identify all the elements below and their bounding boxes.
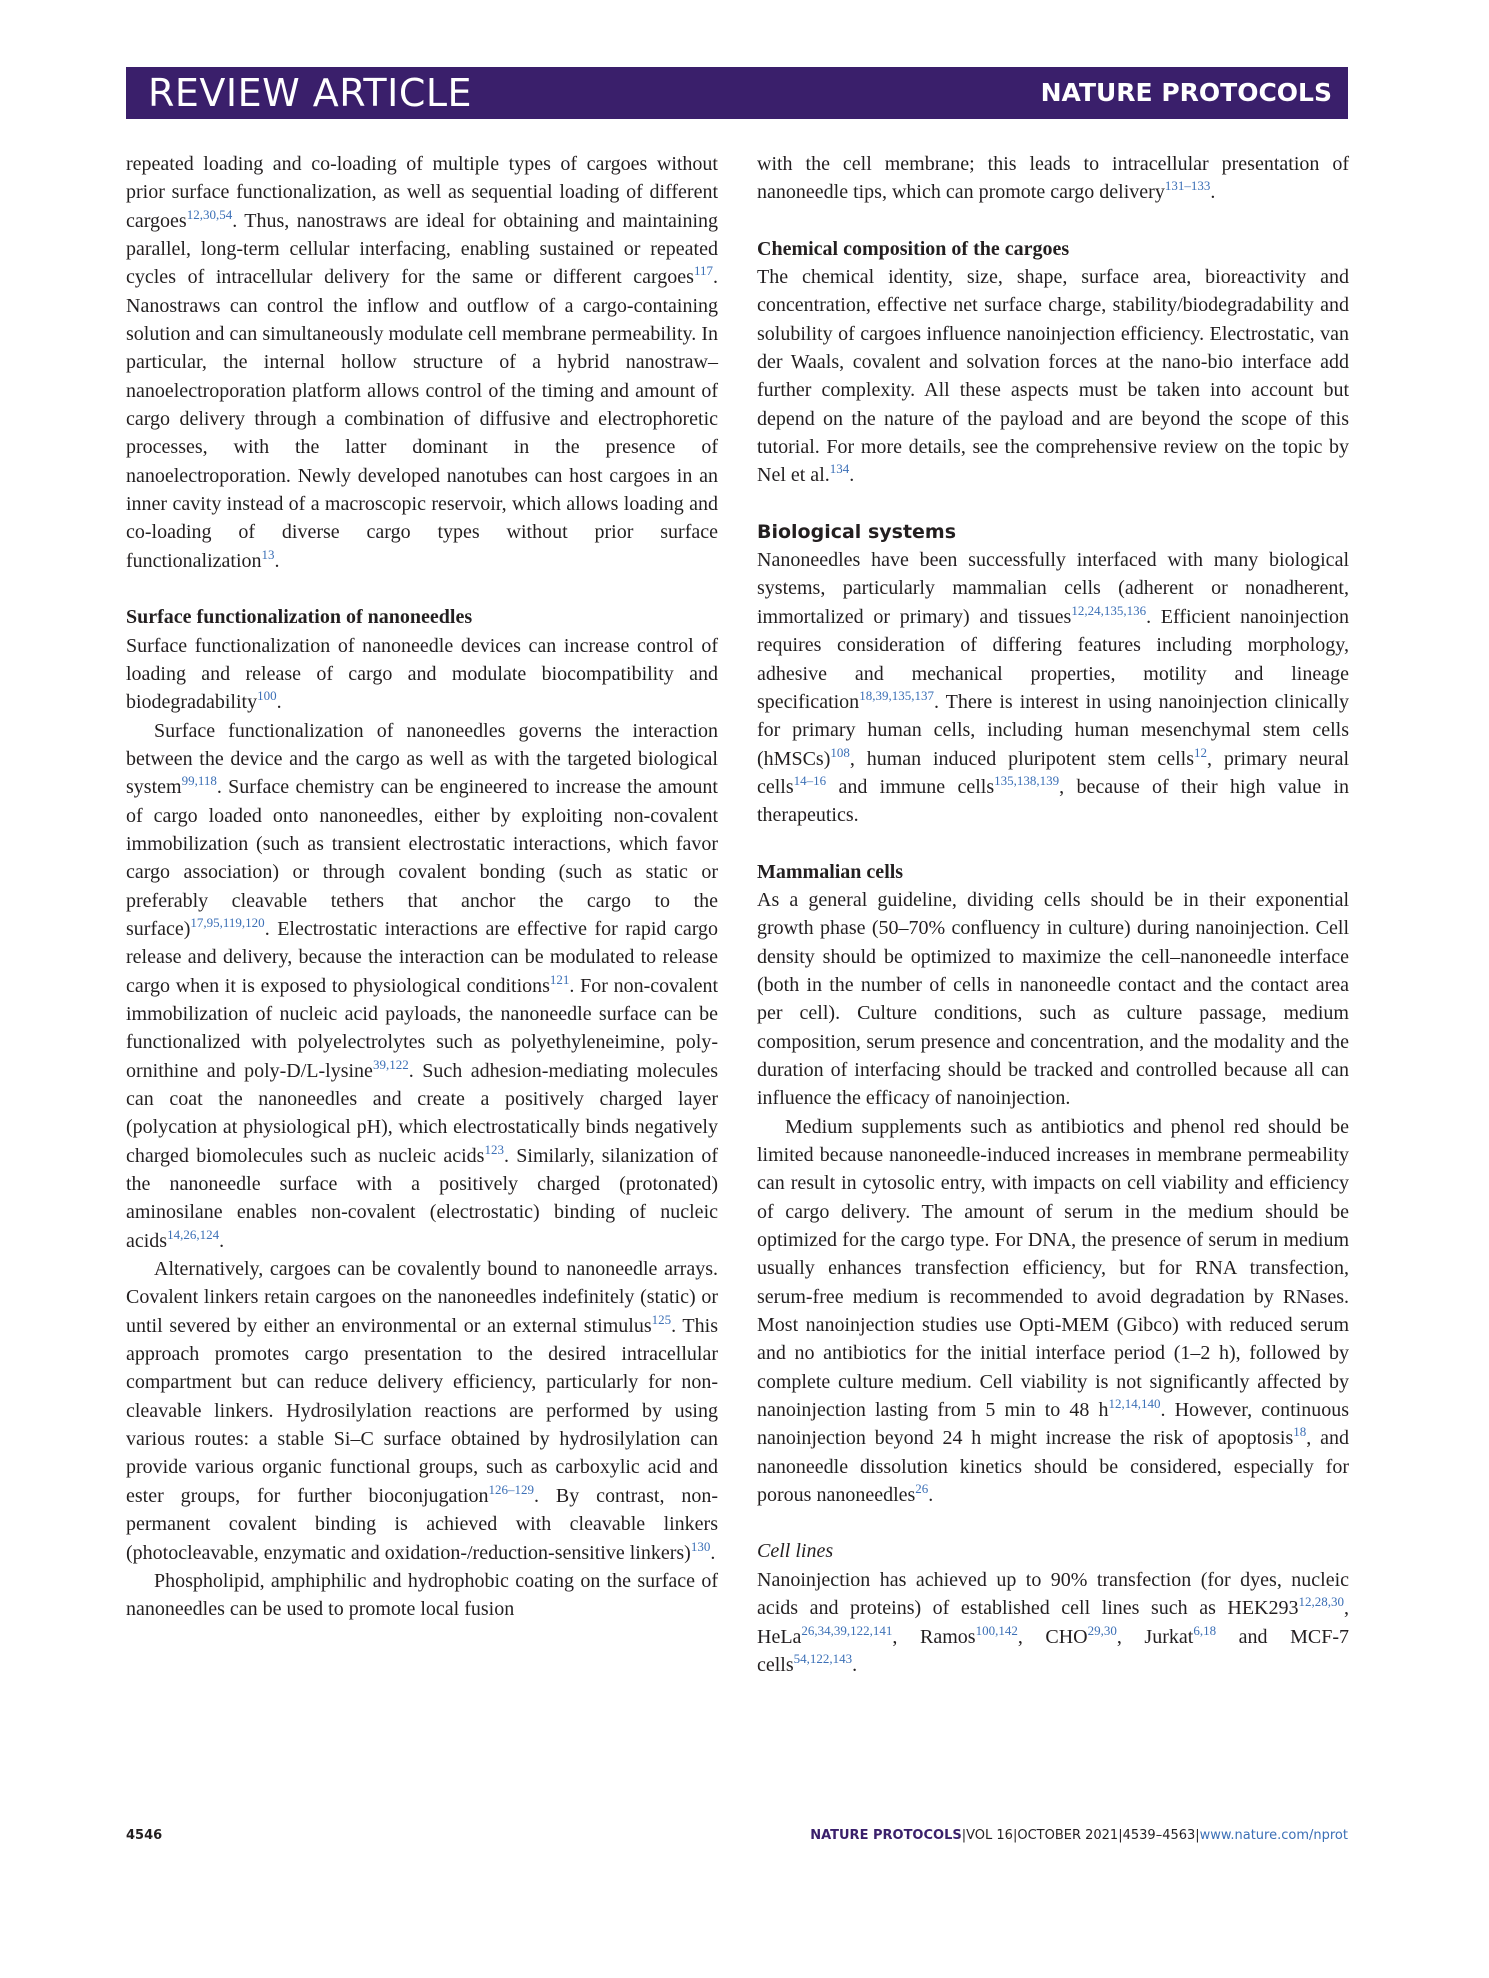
text-run: Phospholipid, amphiphilic and hydrophobic coating on the surface of nanoneedles can be used to promote local fusion	[126, 1569, 718, 1621]
text-run: . Such adhesion-mediating molecules can coat the nanoneedles and create a positively charged layer (polycation at physiological pH), which electrostatically binds negatively charged biomolecules such as nucleic acids	[126, 1059, 719, 1167]
text-run: .	[219, 1229, 225, 1252]
text-run: and MCF-7 cells	[757, 1625, 1349, 1676]
section-heading: Mammalian cells	[757, 860, 904, 883]
citation-link[interactable]: 125	[651, 1311, 672, 1327]
separator: |	[961, 1828, 967, 1843]
text-run: , Ramos	[892, 1625, 976, 1648]
paragraph	[757, 1113, 1349, 1510]
text-run: Medium supplements such as antibiotics and phenol red should be limited because nanoneedle-induced increases in membrane permeability can result in cytosolic entry, with impacts on cell viability and efficiency of cargo delivery. The amount of serum in the medium should be optimized for the cargo type. For DNA, the presence of serum in medium usually enhances transfection efficiency, but for RNA transfection, serum-free medium is recommended to avoid degradation by RNases. Most nanoinjection studies use Opti-MEM (Gibco) with reduced serum and no antibiotics for the initial interface period (1–2 h), followed by complete culture medium. Cell viability is not significantly affected by nanoinjection lasting from 5 min to 48 h	[757, 1115, 1349, 1422]
citation-link[interactable]: 134	[829, 461, 850, 477]
citation-link[interactable]: 135,138,139	[994, 772, 1060, 788]
text-run: , and nanoneedle dissolution kinetics should be considered, especially for porous nanoneedles	[757, 1427, 1349, 1507]
citation-link[interactable]: 29,30	[1087, 1622, 1117, 1638]
text-run: .	[276, 691, 282, 714]
date: OCTOBER 2021	[1017, 1828, 1119, 1843]
text-run: . By contrast, non-permanent covalent binding is achieved with cleavable linkers (photocleavable, enzymatic and oxidation-/reduction-sensitive linkers)	[126, 1484, 718, 1564]
text-run: . Thus, nanostraws are ideal for obtaining and maintaining parallel, long-term cellular interfacing, enabling sustained or repeated cycles of intracellular delivery for the same or different cargoes	[126, 209, 718, 289]
citation-link[interactable]: 18,39,135,137	[859, 687, 934, 703]
text-run: Alternatively, cargoes can be covalently bound to nanoneedle arrays. Covalent linkers retain cargoes on the nanoneedles indefinitely (static) or until severed by either an environmental or an external stimulus	[126, 1258, 718, 1337]
paragraph	[126, 1255, 718, 1567]
citation-link[interactable]: 39,122	[372, 1056, 409, 1072]
section-heading: Cell lines	[757, 1540, 834, 1563]
text-run: .	[1210, 181, 1216, 204]
paragraph	[126, 150, 718, 575]
citation-link[interactable]: 17,95,119,120	[190, 914, 265, 930]
citation-link[interactable]: 100,142	[975, 1622, 1018, 1638]
section-heading: Biological systems	[757, 520, 957, 543]
text-run: .	[928, 1484, 934, 1507]
text-run: and immune cells	[826, 775, 995, 798]
text-run: , Jurkat	[1116, 1625, 1194, 1648]
text-run: . Efficient nanoinjection requires consideration of differing features including morphology, adhesive and mechanical properties, motility and lineage specification	[757, 605, 1349, 713]
text-run: , CHO	[1017, 1625, 1088, 1648]
text-run: . Nanostraws can control the inflow and outflow of a cargo-containing solution and can simultaneously modulate cell membrane permeability. In particular, the internal hollow structure of a hybrid nanostraw–nanoelectroporation platform allows control of the timing and amount of cargo delivery through a combination of diffusive and electrophoretic processes, with the latter dominant in the presence of nanoelectroporation. Newly developed nanotubes can host cargoes in an inner cavity instead of a macroscopic reservoir, which allows loading and co-loading of diverse cargo types without prior surface functionalization	[126, 266, 718, 572]
section-heading: Chemical composition of the cargoes	[757, 237, 1070, 260]
page-range: 4539–4563	[1122, 1828, 1196, 1843]
citation-link[interactable]: 12,28,30	[1298, 1594, 1344, 1610]
text-run: , primary neural cells	[757, 747, 1350, 798]
citation-link[interactable]: 99,118	[181, 773, 217, 789]
text-run: . Electrostatic interactions are effective for rapid cargo release and delivery, because the interaction can be modulated to release cargo when it is exposed to physiological conditions	[126, 917, 718, 997]
text-run: , human induced pluripotent stem cells	[849, 747, 1195, 770]
article-type-label: REVIEW ARTICLE	[148, 71, 473, 115]
citation-link[interactable]: 121	[549, 971, 570, 987]
citation-link[interactable]: 117	[693, 263, 713, 279]
separator: |	[1195, 1828, 1200, 1843]
text-run: repeated loading and co-loading of multiple types of cargoes without prior surface functionalization, as well as sequential loading of different cargoes	[126, 153, 718, 232]
text-run: Nanoneedles have been successfully interfaced with many biological systems, particularly mammalian cells (adherent or nonadherent, immortalized or primary) and tissues	[757, 549, 1349, 628]
text-run: . There is interest in using nanoinjection clinically for primary human cells, including human mesenchymal stem cells (hMSCs)	[757, 690, 1349, 770]
separator: |	[1012, 1828, 1018, 1843]
footer-journal: NATURE PROTOCOLS	[810, 1828, 962, 1843]
citation-link[interactable]: 26,34,39,122,141	[801, 1622, 893, 1638]
text-run: . This approach promotes cargo presentation to the desired intracellular compartment but can reduce delivery efficiency, particularly for non-cleavable linkers. Hydrosilylation reactions are performed by using various routes: a stable Si–C surface obtained by hydrosilylation can provide various organic functional groups, such as carboxylic acid and ester groups, for further bioconjugation	[126, 1314, 718, 1507]
citation-link[interactable]: 6,18	[1193, 1622, 1217, 1638]
separator: |	[1118, 1828, 1123, 1843]
citation-link[interactable]: 14,26,124	[167, 1226, 220, 1242]
left-column	[126, 150, 718, 1624]
text-run: The chemical identity, size, shape, surface area, bioreactivity and concentration, effective net surface charge, stability/biodegradability and solubility of cargoes influence nanoinjection efficiency. Electrostatic, van der Waals, covalent and solvation forces at the nano-bio interface add further complexity. All these aspects must be taken into account but depend on the nature of the payload and are beyond the scope of this tutorial. For more details, see the comprehensive review on the topic by Nel et al.	[757, 266, 1349, 487]
citation-link[interactable]: 12,24,135,136	[1071, 602, 1147, 618]
citation-link[interactable]: 12	[1194, 744, 1208, 760]
text-run: . However, continuous nanoinjection beyond 24 h might increase the risk of apoptosis	[757, 1399, 1349, 1450]
text-run: .	[852, 1653, 858, 1676]
citation-link[interactable]: 131–133	[1164, 178, 1211, 194]
citation-link[interactable]: 130	[690, 1538, 711, 1554]
text-run: , because of their high value in therapeutics.	[757, 775, 1350, 827]
citation-link[interactable]: 108	[830, 744, 850, 760]
paragraph	[757, 263, 1349, 490]
header-bar	[126, 67, 1348, 119]
citation-link[interactable]: 14–16	[793, 772, 827, 788]
citation-link[interactable]: 12,30,54	[186, 206, 233, 222]
text-run: Nanoinjection has achieved up to 90% transfection (for dyes, nucleic acids and proteins) of established cell lines such as HEK293	[757, 1568, 1349, 1620]
text-run: . For non-covalent immobilization of nucleic acid payloads, the nanoneedle surface can be functionalized with polyelectrolytes such as polyethyleneimine, poly-ornithine and poly-D/L-lysine	[126, 974, 719, 1082]
text-run: .	[710, 1541, 716, 1564]
paragraph	[126, 717, 718, 1256]
citation-link[interactable]: 126–129	[488, 1481, 534, 1497]
section-heading: Surface functionalization of nanoneedles	[126, 606, 473, 629]
paragraph	[757, 150, 1349, 207]
text-run: Surface functionalization of nanoneedle devices can increase control of loading and release of cargo and modulate biocompatibility and biodegradability	[126, 634, 718, 714]
citation-link[interactable]: 123	[484, 1141, 504, 1157]
paragraph	[757, 1566, 1349, 1679]
citation-link[interactable]: 100	[257, 688, 277, 704]
citation-link[interactable]: 54,122,143	[793, 1650, 853, 1666]
volume: VOL 16	[966, 1828, 1013, 1843]
citation-line	[810, 1828, 1348, 1843]
journal-name: NATURE PROTOCOLS	[1040, 78, 1332, 107]
page-footer	[126, 1828, 1348, 1848]
right-column	[757, 150, 1349, 1679]
citation-link[interactable]: 26	[915, 1481, 929, 1497]
text-run: As a general guideline, dividing cells should be in their exponential growth phase (50–70% confluency in culture) during nanoinjection. Cell density should be optimized to maximize the cell–nanoneedle interface (both in the number of cells in nanoneedle contact and the contact area per cell). Culture conditions, such as culture passage, medium composition, serum presence and concentration, and the modality and the duration of interfacing should be tracked and controlled because all can influence the efficacy of nanoinjection.	[757, 888, 1349, 1110]
text-run: . Similarly, silanization of the nanoneedle surface with a positively charged (protonated) aminosilane enables non-covalent (electrostatic) binding of nucleic acids	[126, 1144, 718, 1252]
paragraph	[757, 546, 1349, 829]
citation-link[interactable]: 13	[261, 546, 275, 562]
journal-url-link[interactable]: www.nature.com/nprot	[1199, 1828, 1348, 1843]
text-run: .	[849, 464, 855, 487]
text-run: .	[274, 549, 280, 572]
text-run: Surface functionalization of nanoneedles governs the interaction between the device and the cargo as well as with the targeted biological system	[126, 719, 718, 799]
text-run: with the cell membrane; this leads to intracellular presentation of nanoneedle tips, which can promote cargo delivery	[757, 153, 1349, 204]
text-run: , HeLa	[757, 1597, 1349, 1648]
text-run: . Surface chemistry can be engineered to increase the amount of cargo loaded onto nanoneedles, either by exploiting non-covalent immobilization (such as transient electrostatic interactions, which favor cargo association) or through covalent bonding (such as static or preferably cleavable tethers that anchor the cargo to the surface)	[126, 776, 718, 940]
citation-link[interactable]: 12,14,140	[1108, 1396, 1161, 1412]
paragraph	[757, 886, 1349, 1113]
paragraph	[126, 1567, 718, 1624]
page-number: 4546	[126, 1828, 163, 1843]
paragraph	[126, 632, 718, 717]
citation-link[interactable]: 18	[1293, 1424, 1307, 1440]
